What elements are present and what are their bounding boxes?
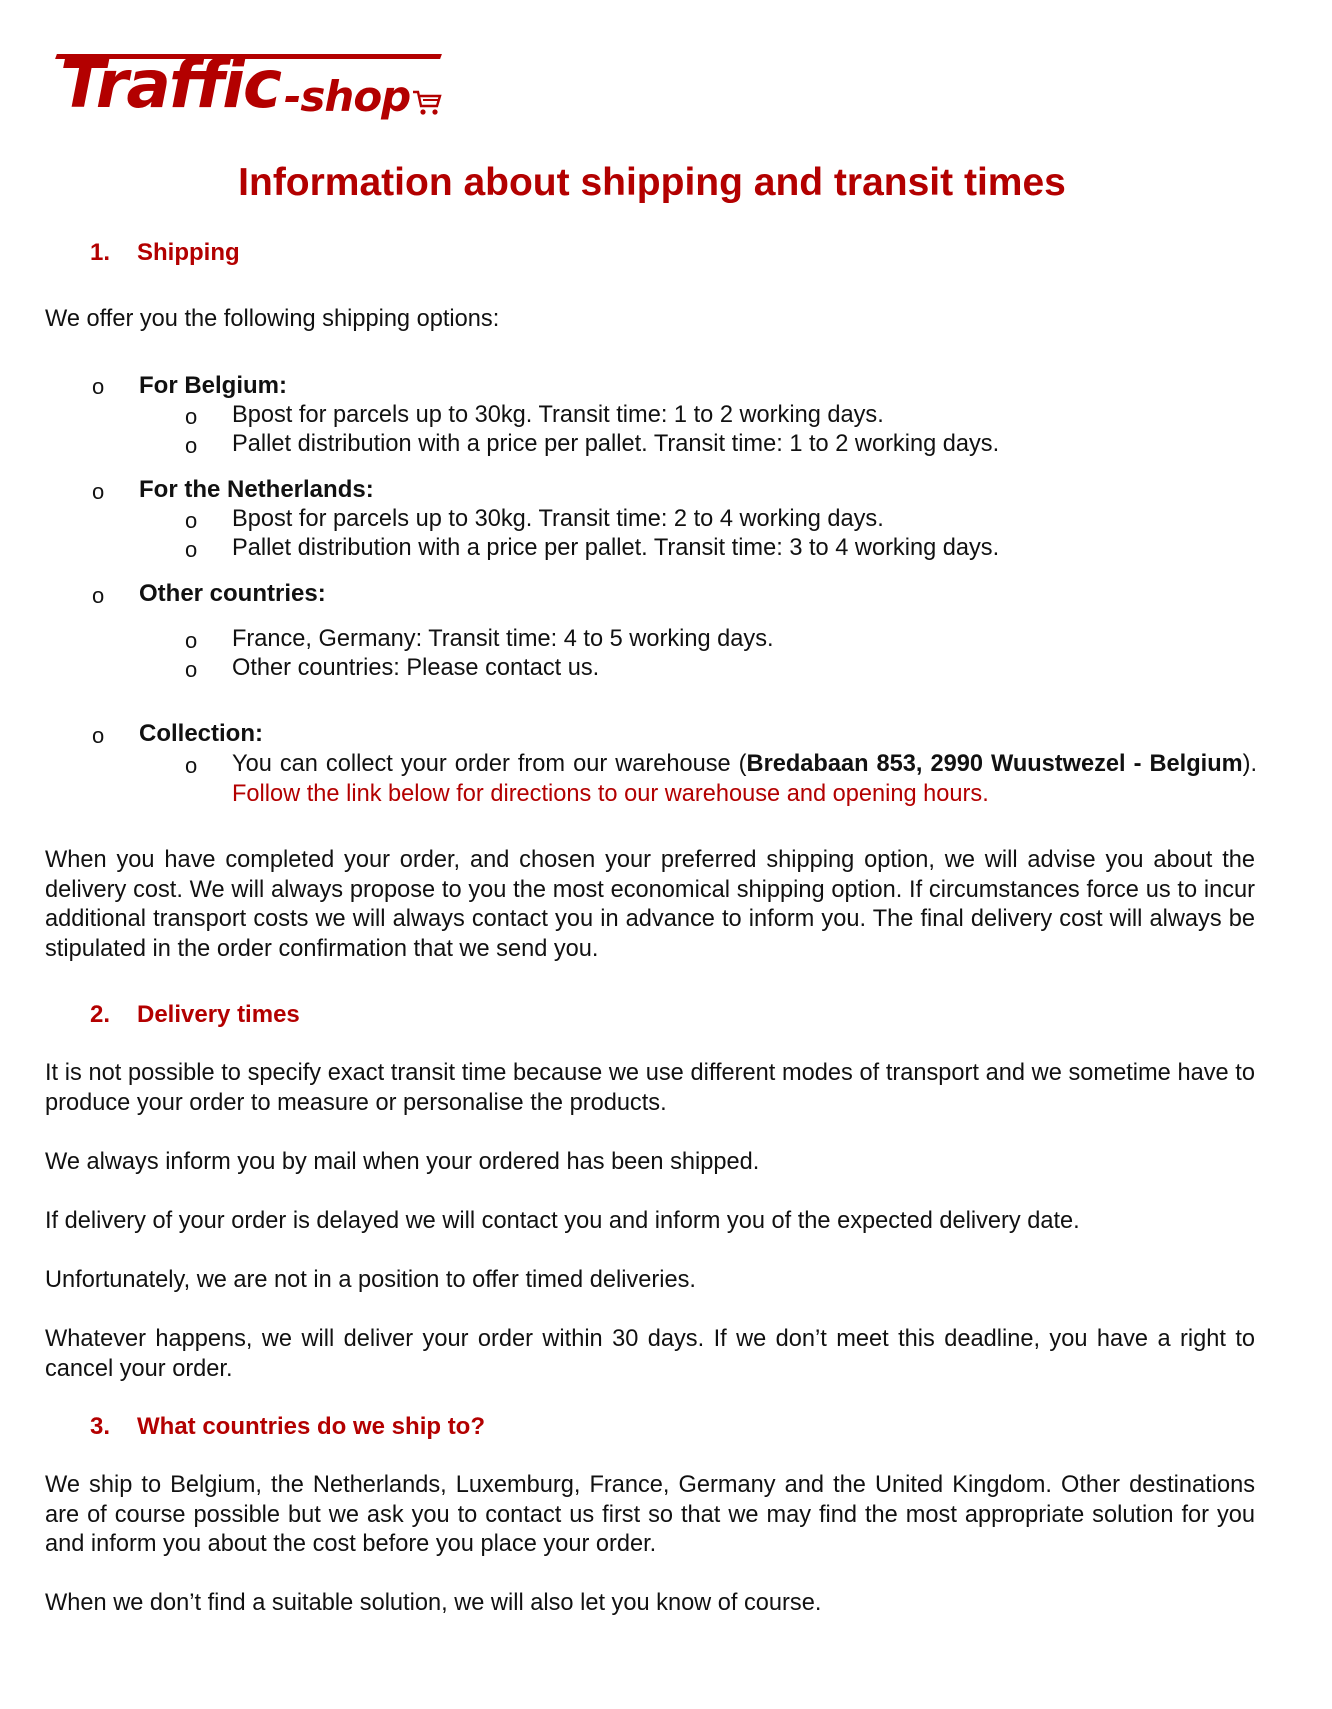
bullet-circle: o: [185, 537, 198, 562]
delivery-paragraph: Unfortunately, we are not in a position to offer timed deliveries.: [45, 1267, 696, 1293]
section-title: Delivery times: [137, 1001, 300, 1028]
list-item: Bpost for parcels up to 30kg. Transit time: 2 to 4 working days.: [232, 506, 884, 532]
delivery-paragraph: We always inform you by mail when your ordered has been shipped.: [45, 1149, 760, 1175]
option-label-netherlands: For the Netherlands:: [139, 476, 374, 503]
bullet-circle: o: [92, 723, 105, 748]
section-heading-shipping: [90, 238, 240, 268]
section-number: 1.: [90, 239, 111, 266]
warehouse-address: Bredabaan 853, 2990 Wuustwezel - Belgium: [746, 751, 1243, 777]
list-item: France, Germany: Transit time: 4 to 5 working days.: [232, 626, 774, 652]
list-item: Other countries: Please contact us.: [232, 655, 600, 681]
bullet-circle: o: [185, 508, 198, 533]
section-heading-countries: [90, 1412, 485, 1442]
collection-text-before: You can collect your order from our warehouse (: [232, 751, 747, 777]
option-label-belgium: For Belgium:: [139, 372, 287, 399]
bullet-circle: o: [92, 583, 105, 608]
bullet-circle: o: [185, 753, 198, 778]
shipping-intro: We offer you the following shipping options:: [45, 306, 500, 332]
delivery-paragraph: It is not possible to specify exact transit time because we use different modes of transport and we sometime have to produce your order to measure or personalise the products.: [45, 1060, 1255, 1116]
delivery-cost-paragraph: When you have completed your order, and chosen your preferred shipping option, we will advise you about the delivery cost. We will always propose to you the most economical shipping option. If circumstances force us to incur additional transport costs we will always contact you in advance to inform you. The final delivery cost will always be stipulated in the order confirmation that we send you.: [45, 847, 1255, 962]
option-label-collection: Collection:: [139, 720, 263, 747]
list-item: Pallet distribution with a price per pallet. Transit time: 3 to 4 working days.: [232, 535, 1000, 561]
countries-paragraph: When we don’t find a suitable solution, we will also let you know of course.: [45, 1590, 822, 1616]
list-item: Bpost for parcels up to 30kg. Transit time: 1 to 2 working days.: [232, 402, 884, 428]
collection-text: [232, 750, 1257, 809]
bullet-circle: o: [92, 374, 105, 399]
delivery-paragraph: Whatever happens, we will deliver your order within 30 days. If we don’t meet this deadline, you have a right to cancel your order.: [45, 1326, 1255, 1382]
section-title: Shipping: [137, 239, 240, 266]
directions-link[interactable]: Follow the link below for directions to our warehouse and opening hours.: [232, 780, 989, 807]
delivery-paragraph: If delivery of your order is delayed we will contact you and inform you of the expected delivery date.: [45, 1208, 1080, 1234]
list-item: Pallet distribution with a price per pallet. Transit time: 1 to 2 working days.: [232, 431, 1000, 457]
bullet-circle: o: [185, 628, 198, 653]
shopping-cart-icon: [411, 88, 443, 118]
section-heading-delivery-times: [90, 1000, 300, 1030]
logo-main-text: Traffic: [60, 46, 281, 123]
logo-sub-text: -shop: [284, 72, 411, 121]
section-number: 3.: [90, 1413, 111, 1440]
bullet-circle: o: [185, 657, 198, 682]
collection-text-after: ).: [1242, 751, 1258, 777]
bullet-circle: o: [185, 433, 198, 458]
bullet-circle: o: [185, 404, 198, 429]
countries-paragraph: We ship to Belgium, the Netherlands, Luxemburg, France, Germany and the United Kingdom. Other destinations are of course possible but we ask you to contact us first so that we may find the most appropriate solution for you and inform you about the cost before you place your order.: [45, 1472, 1255, 1557]
section-number: 2.: [90, 1001, 111, 1028]
option-label-other-countries: Other countries:: [139, 580, 326, 607]
section-title: What countries do we ship to?: [137, 1413, 485, 1440]
page-title: Information about shipping and transit times: [238, 161, 1066, 204]
bullet-circle: o: [92, 479, 105, 504]
traffic-shop-logo: [56, 44, 446, 124]
